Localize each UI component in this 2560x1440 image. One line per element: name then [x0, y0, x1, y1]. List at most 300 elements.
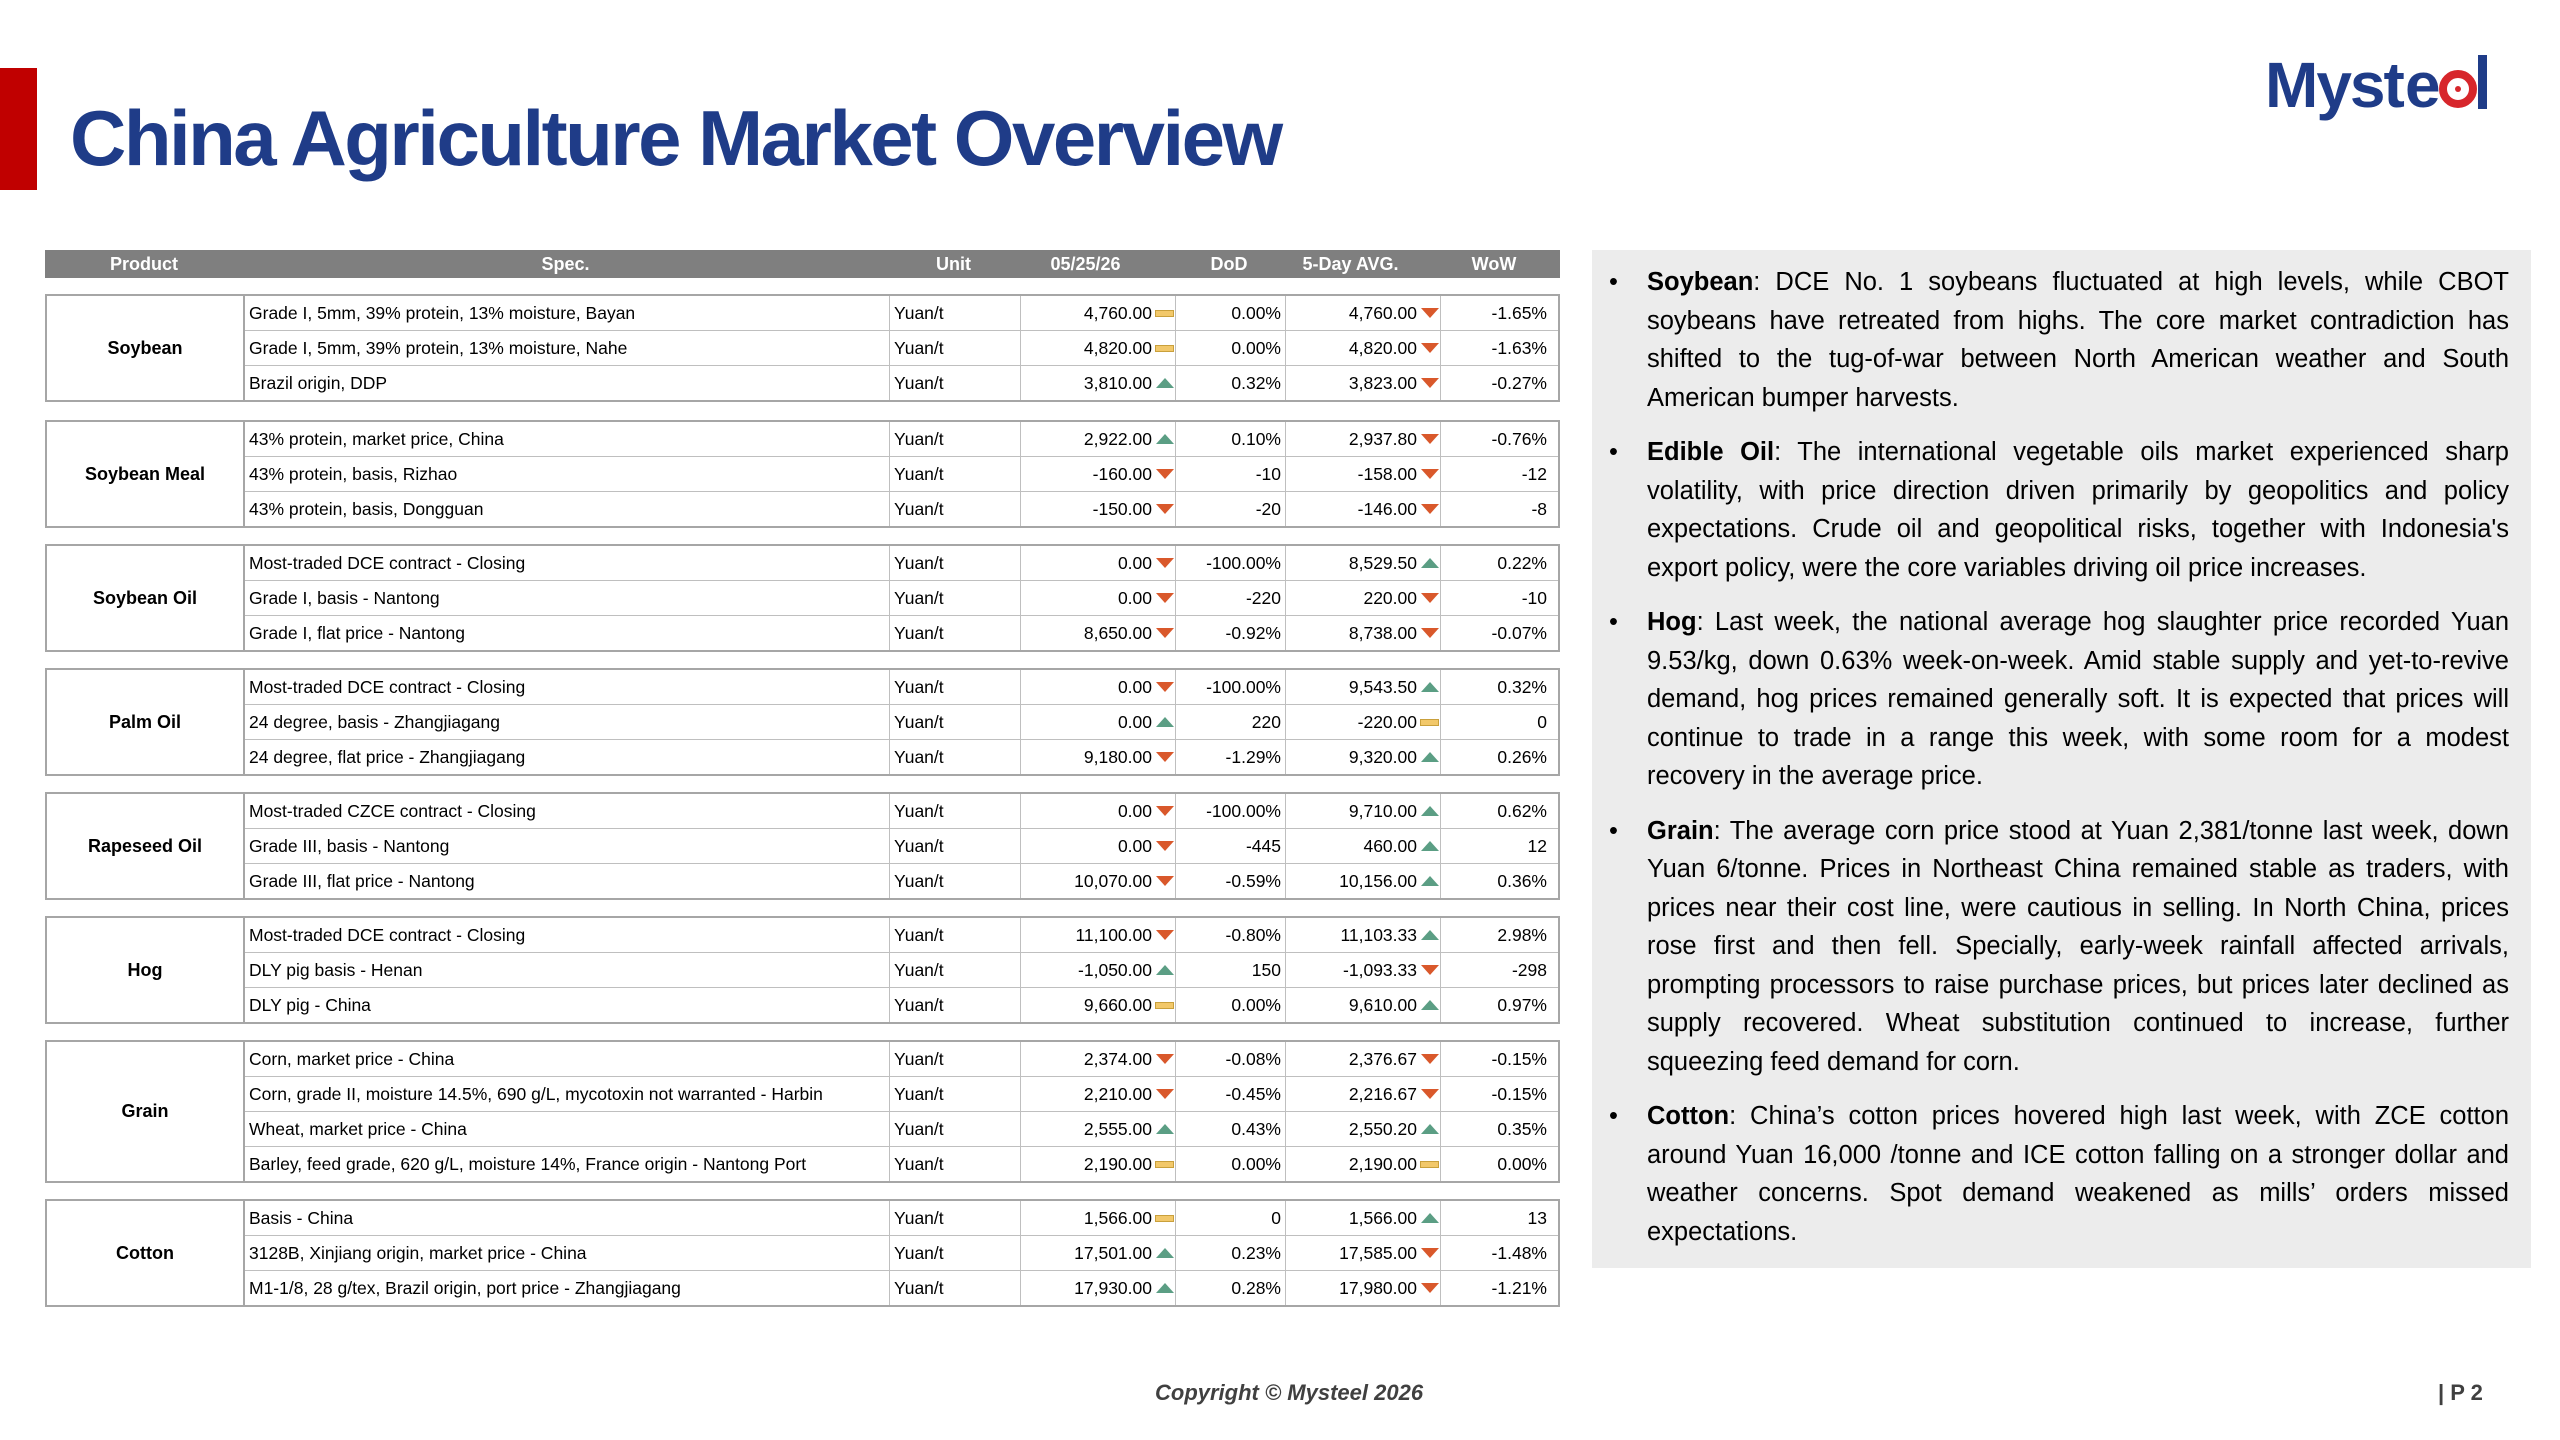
spec-cell: Wheat, market price - China — [245, 1112, 890, 1146]
trend-down-icon — [1421, 1089, 1439, 1099]
dod-cell: -10 — [1176, 457, 1286, 491]
avg-cell: 11,103.33 — [1340, 925, 1417, 945]
trend-down-icon — [1156, 930, 1174, 940]
dod-trend-cell — [1154, 670, 1176, 704]
avg-cell: 4,820.00 — [1348, 338, 1417, 358]
dod-trend-cell — [1154, 457, 1176, 491]
table-body — [45, 294, 1560, 1307]
product-group — [45, 420, 1560, 528]
spec-cell: Basis - China — [245, 1201, 890, 1235]
product-group — [45, 544, 1560, 652]
price-cell: 17,930.00 — [1074, 1278, 1152, 1298]
trend-down-icon — [1421, 378, 1439, 388]
table-row — [245, 1111, 1558, 1146]
avg-cell: 8,738.00 — [1348, 623, 1417, 643]
unit-cell: Yuan/t — [890, 546, 1021, 580]
commentary-title: Soybean — [1647, 268, 1754, 296]
spec-cell: Most-traded CZCE contract - Closing — [245, 794, 890, 828]
trend-down-icon — [1156, 752, 1174, 762]
wow-trend-cell — [1419, 705, 1441, 739]
wow-trend-cell — [1419, 1236, 1441, 1270]
wow-cell: -0.27% — [1491, 373, 1547, 393]
dod-cell: -1.29% — [1176, 740, 1286, 774]
product-group — [45, 1199, 1560, 1307]
dod-trend-cell — [1154, 1077, 1176, 1111]
trend-down-icon — [1421, 628, 1439, 638]
dod-cell: 0.00% — [1176, 331, 1286, 365]
spec-cell: Barley, feed grade, 620 g/L, moisture 14%, France origin - Nantong Port — [245, 1147, 890, 1181]
avg-cell: 4,760.00 — [1348, 303, 1417, 323]
trend-up-icon — [1156, 717, 1174, 727]
wow-cell: -10 — [1521, 588, 1547, 608]
unit-cell: Yuan/t — [890, 492, 1021, 526]
wow-cell: 12 — [1527, 836, 1547, 856]
market-price-table — [45, 250, 1560, 1307]
dod-trend-cell — [1154, 422, 1176, 456]
wow-trend-cell — [1419, 988, 1441, 1022]
dod-trend-cell — [1154, 1147, 1176, 1181]
table-row — [245, 546, 1558, 580]
wow-cell: 0.32% — [1497, 677, 1547, 697]
spec-cell: 43% protein, basis, Rizhao — [245, 457, 890, 491]
commentary-title: Edible Oil — [1647, 438, 1775, 466]
wow-trend-cell — [1419, 492, 1441, 526]
wow-cell: 0.36% — [1497, 871, 1547, 891]
product-group — [45, 792, 1560, 900]
dod-trend-cell — [1154, 829, 1176, 863]
price-cell: -1,050.00 — [1078, 960, 1152, 980]
trend-up-icon — [1156, 1283, 1174, 1293]
spec-cell: Corn, grade II, moisture 14.5%, 690 g/L, mycotoxin not warranted - Harbin — [245, 1077, 890, 1111]
commentary-text: : The international vegetable oils market experienced sharp volatility, with price direction driven primarily by geopolitics and policy expectations. Crude oil and geopolitical risks, together with Indonesia's export policy, were the core variables driving oil price increases. — [1647, 438, 2509, 582]
dod-trend-cell — [1154, 1236, 1176, 1270]
price-cell: 9,660.00 — [1083, 995, 1152, 1015]
spec-cell: Most-traded DCE contract - Closing — [245, 918, 890, 952]
svg-text:Myst: Myst — [2265, 49, 2403, 121]
trend-flat-icon — [1420, 719, 1439, 726]
spec-cell: Grade III, flat price - Nantong — [245, 864, 890, 898]
dod-cell: -100.00% — [1176, 546, 1286, 580]
dod-trend-cell — [1154, 918, 1176, 952]
product-name: Soybean — [47, 296, 245, 400]
trend-down-icon — [1421, 504, 1439, 514]
header-5day-avg: 5-Day AVG. — [1302, 254, 1399, 274]
avg-cell: 9,320.00 — [1348, 747, 1417, 767]
price-cell: 4,820.00 — [1083, 338, 1152, 358]
trend-down-icon — [1156, 1089, 1174, 1099]
dod-cell: -100.00% — [1176, 670, 1286, 704]
trend-up-icon — [1421, 1213, 1439, 1223]
table-row — [245, 296, 1558, 330]
table-row — [245, 1235, 1558, 1270]
product-name: Grain — [47, 1042, 245, 1181]
commentary-title: Cotton — [1647, 1102, 1730, 1130]
spec-cell: Most-traded DCE contract - Closing — [245, 670, 890, 704]
commentary-item — [1647, 433, 2509, 587]
trend-flat-icon — [1155, 310, 1174, 317]
header-wow: WoW — [1471, 254, 1517, 274]
spec-cell: Grade I, 5mm, 39% protein, 13% moisture, Bayan — [245, 296, 890, 330]
price-cell: 2,190.00 — [1083, 1154, 1152, 1174]
wow-cell: 0.26% — [1497, 747, 1547, 767]
price-cell: 1,566.00 — [1083, 1208, 1152, 1228]
unit-cell: Yuan/t — [890, 1112, 1021, 1146]
dod-cell: 0.10% — [1176, 422, 1286, 456]
product-name: Cotton — [47, 1201, 245, 1305]
product-name: Rapeseed Oil — [47, 794, 245, 898]
unit-cell: Yuan/t — [890, 457, 1021, 491]
product-group — [45, 1040, 1560, 1183]
avg-cell: 2,937.80 — [1348, 429, 1417, 449]
product-group — [45, 294, 1560, 402]
trend-flat-icon — [1420, 1161, 1439, 1168]
table-row — [245, 987, 1558, 1022]
wow-trend-cell — [1419, 546, 1441, 580]
spec-cell: Grade I, 5mm, 39% protein, 13% moisture, Nahe — [245, 331, 890, 365]
dod-cell: 0.43% — [1176, 1112, 1286, 1146]
table-row — [245, 580, 1558, 615]
wow-trend-cell — [1419, 670, 1441, 704]
dod-cell: 0.28% — [1176, 1271, 1286, 1305]
wow-trend-cell — [1419, 953, 1441, 987]
price-cell: 2,555.00 — [1083, 1119, 1152, 1139]
avg-cell: 1,566.00 — [1348, 1208, 1417, 1228]
header-spec: Spec. — [541, 254, 590, 274]
mysteel-logo — [2265, 45, 2525, 130]
dod-cell: 0 — [1176, 1201, 1286, 1235]
wow-trend-cell — [1419, 829, 1441, 863]
commentary-text: : China’s cotton prices hovered high last week, with ZCE cotton around Yuan 16,000 /tonne and ICE cotton falling on a stronger dollar and weather concerns. Spot demand weakened as mills’ orders missed expectations. — [1647, 1102, 2509, 1246]
trend-down-icon — [1421, 1283, 1439, 1293]
wow-trend-cell — [1419, 1271, 1441, 1305]
wow-cell: -0.15% — [1491, 1084, 1547, 1104]
trend-up-icon — [1421, 1124, 1439, 1134]
avg-cell: 460.00 — [1363, 836, 1417, 856]
wow-cell: 13 — [1527, 1208, 1547, 1228]
header-date: 05/25/26 — [1050, 254, 1121, 274]
product-name: Palm Oil — [47, 670, 245, 774]
trend-down-icon — [1421, 308, 1439, 318]
price-cell: 2,374.00 — [1083, 1049, 1152, 1069]
dod-trend-cell — [1154, 1042, 1176, 1076]
dod-trend-cell — [1154, 953, 1176, 987]
page-number: | P 2 — [2438, 1380, 2483, 1405]
unit-cell: Yuan/t — [890, 366, 1021, 400]
unit-cell: Yuan/t — [890, 953, 1021, 987]
wow-trend-cell — [1419, 296, 1441, 330]
unit-cell: Yuan/t — [890, 988, 1021, 1022]
price-cell: 0.00 — [1117, 588, 1152, 608]
avg-cell: 220.00 — [1363, 588, 1417, 608]
dod-trend-cell — [1154, 581, 1176, 615]
wow-cell: 2.98% — [1497, 925, 1547, 945]
wow-trend-cell — [1419, 864, 1441, 898]
wow-cell: 0 — [1537, 712, 1547, 732]
unit-cell: Yuan/t — [890, 705, 1021, 739]
spec-cell: 3128B, Xinjiang origin, market price - China — [245, 1236, 890, 1270]
trend-down-icon — [1156, 841, 1174, 851]
table-row — [245, 863, 1558, 898]
dod-cell: 0.23% — [1176, 1236, 1286, 1270]
price-cell: 8,650.00 — [1083, 623, 1152, 643]
table-row — [245, 1076, 1558, 1111]
price-cell: -150.00 — [1092, 499, 1152, 519]
spec-cell: Grade III, basis - Nantong — [245, 829, 890, 863]
dod-trend-cell — [1154, 1201, 1176, 1235]
unit-cell: Yuan/t — [890, 918, 1021, 952]
unit-cell: Yuan/t — [890, 581, 1021, 615]
wow-trend-cell — [1419, 1112, 1441, 1146]
trend-down-icon — [1421, 469, 1439, 479]
trend-down-icon — [1156, 558, 1174, 568]
header-dod: DoD — [1210, 254, 1248, 274]
trend-down-icon — [1156, 504, 1174, 514]
wow-cell: 0.97% — [1497, 995, 1547, 1015]
unit-cell: Yuan/t — [890, 1147, 1021, 1181]
dod-trend-cell — [1154, 616, 1176, 650]
avg-cell: 10,156.00 — [1339, 871, 1417, 891]
spec-cell: DLY pig - China — [245, 988, 890, 1022]
trend-down-icon — [1421, 343, 1439, 353]
trend-down-icon — [1421, 434, 1439, 444]
avg-cell: 17,980.00 — [1339, 1278, 1417, 1298]
product-name: Soybean Meal — [47, 422, 245, 526]
spec-cell: Grade I, flat price - Nantong — [245, 616, 890, 650]
trend-flat-icon — [1155, 1002, 1174, 1009]
unit-cell: Yuan/t — [890, 1077, 1021, 1111]
dod-trend-cell — [1154, 740, 1176, 774]
trend-down-icon — [1156, 682, 1174, 692]
wow-trend-cell — [1419, 1042, 1441, 1076]
table-row — [245, 330, 1558, 365]
spec-cell: DLY pig basis - Henan — [245, 953, 890, 987]
trend-down-icon — [1156, 1054, 1174, 1064]
dod-cell: -0.45% — [1176, 1077, 1286, 1111]
wow-cell: -0.15% — [1491, 1049, 1547, 1069]
wow-cell: 0.62% — [1497, 801, 1547, 821]
wow-trend-cell — [1419, 918, 1441, 952]
dod-cell: -220 — [1176, 581, 1286, 615]
copyright-footer: Copyright © Mysteel 2026 — [1155, 1380, 1424, 1405]
table-row — [245, 1146, 1558, 1181]
table-row — [245, 1270, 1558, 1305]
table-row — [245, 365, 1558, 400]
trend-down-icon — [1156, 876, 1174, 886]
unit-cell: Yuan/t — [890, 616, 1021, 650]
avg-cell: 8,529.50 — [1348, 553, 1417, 573]
dod-cell: -0.80% — [1176, 918, 1286, 952]
dod-cell: -445 — [1176, 829, 1286, 863]
trend-down-icon — [1421, 965, 1439, 975]
trend-up-icon — [1421, 752, 1439, 762]
dod-trend-cell — [1154, 988, 1176, 1022]
wow-cell: 0.35% — [1497, 1119, 1547, 1139]
wow-cell: -298 — [1511, 960, 1547, 980]
table-row — [245, 1042, 1558, 1076]
trend-flat-icon — [1155, 1161, 1174, 1168]
price-cell: 0.00 — [1117, 801, 1152, 821]
commentary-item — [1647, 812, 2509, 1082]
avg-cell: 2,376.67 — [1348, 1049, 1417, 1069]
table-row — [245, 739, 1558, 774]
unit-cell: Yuan/t — [890, 331, 1021, 365]
wow-cell: -1.48% — [1491, 1243, 1547, 1263]
price-cell: 0.00 — [1117, 553, 1152, 573]
wow-trend-cell — [1419, 1201, 1441, 1235]
dod-cell: -0.08% — [1176, 1042, 1286, 1076]
unit-cell: Yuan/t — [890, 794, 1021, 828]
trend-up-icon — [1421, 841, 1439, 851]
commentary-item — [1647, 603, 2509, 796]
trend-up-icon — [1421, 1000, 1439, 1010]
wow-trend-cell — [1419, 581, 1441, 615]
trend-down-icon — [1421, 1248, 1439, 1258]
trend-down-icon — [1421, 593, 1439, 603]
table-row — [245, 704, 1558, 739]
svg-text:e: e — [2405, 49, 2441, 121]
trend-up-icon — [1421, 558, 1439, 568]
avg-cell: 9,610.00 — [1348, 995, 1417, 1015]
avg-cell: 2,190.00 — [1348, 1154, 1417, 1174]
avg-cell: -220.00 — [1357, 712, 1417, 732]
unit-cell: Yuan/t — [890, 1042, 1021, 1076]
unit-cell: Yuan/t — [890, 740, 1021, 774]
unit-cell: Yuan/t — [890, 296, 1021, 330]
wow-cell: 0.00% — [1497, 1154, 1547, 1174]
dod-cell: 0.00% — [1176, 988, 1286, 1022]
commentary-list — [1647, 263, 2509, 1251]
product-name: Hog — [47, 918, 245, 1022]
commentary-text: : Last week, the national average hog slaughter price recorded Yuan 9.53/kg, down 0.63% week-on-week. Amid stable supply and yet-to-revive demand, hog prices remained generally soft. It is expected that prices will continue to trade in a range this week, with some room for a modest recovery in the average price. — [1647, 608, 2509, 790]
wow-trend-cell — [1419, 422, 1441, 456]
price-cell: 4,760.00 — [1083, 303, 1152, 323]
dod-trend-cell — [1154, 546, 1176, 580]
wow-cell: -0.76% — [1491, 429, 1547, 449]
dod-trend-cell — [1154, 1271, 1176, 1305]
dod-trend-cell — [1154, 366, 1176, 400]
wow-cell: -1.63% — [1491, 338, 1547, 358]
unit-cell: Yuan/t — [890, 670, 1021, 704]
wow-trend-cell — [1419, 366, 1441, 400]
trend-flat-icon — [1155, 345, 1174, 352]
unit-cell: Yuan/t — [890, 1271, 1021, 1305]
trend-up-icon — [1421, 806, 1439, 816]
avg-cell: -146.00 — [1357, 499, 1417, 519]
table-row — [245, 422, 1558, 456]
table-row — [245, 828, 1558, 863]
dod-cell: 220 — [1176, 705, 1286, 739]
trend-down-icon — [1421, 1054, 1439, 1064]
table-row — [245, 456, 1558, 491]
avg-cell: 9,543.50 — [1348, 677, 1417, 697]
unit-cell: Yuan/t — [890, 864, 1021, 898]
avg-cell: -158.00 — [1357, 464, 1417, 484]
dod-trend-cell — [1154, 296, 1176, 330]
dod-trend-cell — [1154, 864, 1176, 898]
dod-trend-cell — [1154, 705, 1176, 739]
product-group — [45, 916, 1560, 1024]
trend-up-icon — [1156, 1248, 1174, 1258]
product-name: Soybean Oil — [47, 546, 245, 650]
dod-cell: -20 — [1176, 492, 1286, 526]
wow-cell: 0.22% — [1497, 553, 1547, 573]
avg-cell: 17,585.00 — [1339, 1243, 1417, 1263]
avg-cell: 9,710.00 — [1348, 801, 1417, 821]
table-row — [245, 1201, 1558, 1235]
price-cell: 0.00 — [1117, 712, 1152, 732]
dod-trend-cell — [1154, 1112, 1176, 1146]
commentary-item — [1647, 1097, 2509, 1251]
page-title: China Agriculture Market Overview — [70, 94, 1281, 182]
dod-trend-cell — [1154, 492, 1176, 526]
wow-trend-cell — [1419, 331, 1441, 365]
dod-cell: -100.00% — [1176, 794, 1286, 828]
wow-trend-cell — [1419, 1147, 1441, 1181]
price-cell: 10,070.00 — [1074, 871, 1152, 891]
spec-cell: M1-1/8, 28 g/tex, Brazil origin, port price - Zhangjiagang — [245, 1271, 890, 1305]
trend-up-icon — [1156, 378, 1174, 388]
table-row — [245, 670, 1558, 704]
spec-cell: 24 degree, flat price - Zhangjiagang — [245, 740, 890, 774]
spec-cell: Brazil origin, DDP — [245, 366, 890, 400]
unit-cell: Yuan/t — [890, 422, 1021, 456]
header-unit: Unit — [936, 254, 971, 274]
unit-cell: Yuan/t — [890, 829, 1021, 863]
price-cell: 17,501.00 — [1074, 1243, 1152, 1263]
dod-cell: 150 — [1176, 953, 1286, 987]
wow-cell: -1.65% — [1491, 303, 1547, 323]
spec-cell: Most-traded DCE contract - Closing — [245, 546, 890, 580]
dod-cell: 0.00% — [1176, 296, 1286, 330]
trend-down-icon — [1156, 628, 1174, 638]
wow-trend-cell — [1419, 794, 1441, 828]
table-row — [245, 918, 1558, 952]
dod-trend-cell — [1154, 331, 1176, 365]
table-row — [245, 615, 1558, 650]
trend-down-icon — [1156, 806, 1174, 816]
avg-cell: 2,216.67 — [1348, 1084, 1417, 1104]
unit-cell: Yuan/t — [890, 1201, 1021, 1235]
spec-cell: 43% protein, basis, Dongguan — [245, 492, 890, 526]
avg-cell: 3,823.00 — [1348, 373, 1417, 393]
wow-trend-cell — [1419, 616, 1441, 650]
price-cell: 11,100.00 — [1075, 925, 1152, 945]
commentary-title: Grain — [1647, 816, 1714, 845]
avg-cell: 2,550.20 — [1348, 1119, 1417, 1139]
trend-up-icon — [1421, 930, 1439, 940]
trend-down-icon — [1156, 593, 1174, 603]
commentary-text: : DCE No. 1 soybeans fluctuated at high levels, while CBOT soybeans have retreated from highs. The core market contradiction has shifted to the tug-of-war between North American weather and South American bumper harvests. — [1647, 268, 2509, 412]
table-header — [45, 250, 1560, 278]
table-row — [245, 491, 1558, 526]
wow-cell: -0.07% — [1491, 623, 1547, 643]
commentary-title: Hog — [1647, 608, 1697, 636]
dod-cell: -0.59% — [1176, 864, 1286, 898]
price-cell: 2,922.00 — [1083, 429, 1152, 449]
trend-up-icon — [1421, 682, 1439, 692]
trend-up-icon — [1156, 965, 1174, 975]
price-cell: 3,810.00 — [1083, 373, 1152, 393]
header-product: Product — [109, 254, 178, 274]
table-row — [245, 794, 1558, 828]
dod-trend-cell — [1154, 794, 1176, 828]
dod-cell: 0.00% — [1176, 1147, 1286, 1181]
wow-cell: -8 — [1531, 499, 1547, 519]
wow-trend-cell — [1419, 740, 1441, 774]
avg-cell: -1,093.33 — [1343, 960, 1417, 980]
wow-cell: -1.21% — [1491, 1278, 1547, 1298]
trend-up-icon — [1421, 876, 1439, 886]
